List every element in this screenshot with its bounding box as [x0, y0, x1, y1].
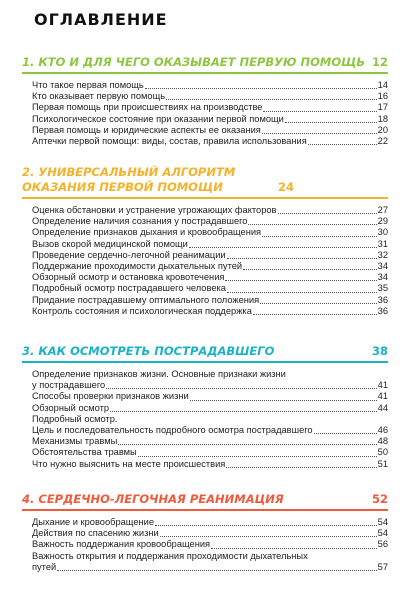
page-title: ОГЛАВЛЕНИЕ: [34, 10, 168, 29]
leader-dots: [160, 536, 377, 537]
entry-page: 41: [377, 380, 388, 391]
toc-entry[interactable]: [32, 272, 388, 283]
entry-label: Дыхание и кровообращение: [32, 517, 155, 527]
entry-page: 50: [377, 447, 388, 458]
entry-page: 18: [377, 113, 388, 124]
entry-page: 36: [377, 305, 388, 316]
toc-entry[interactable]: [32, 306, 388, 317]
entry-label: Определение признаков дыхания и кровообращения: [32, 227, 262, 238]
entry-label: Что такое первая помощь: [32, 80, 144, 90]
toc-entry[interactable]: [32, 227, 388, 238]
section-title: 1. КТО И ДЛЯ ЧЕГО ОКАЗЫВАЕТ ПЕРВУЮ ПОМОЩЬ: [22, 55, 366, 69]
toc-entry[interactable]: [32, 459, 388, 470]
section-page: 24: [278, 180, 295, 194]
entry-label: Действия по спасению жизни: [32, 528, 159, 539]
entry-label: Первая помощь и юридические аспекты ее оказания: [32, 124, 261, 135]
leader-dots: [262, 236, 377, 237]
entry-page: 44: [377, 402, 388, 413]
entry-label: Придание пострадавшему оптимального положения: [32, 294, 260, 305]
toc-section-4: [22, 492, 388, 573]
entry-page: 22: [377, 136, 388, 147]
leader-dots: [227, 258, 377, 259]
entry-label: Обзорный осмотр: [32, 402, 110, 413]
leader-dots: [138, 456, 377, 457]
toc-entry[interactable]: [32, 114, 388, 125]
toc-entry[interactable]: [32, 425, 388, 436]
entry-page: 34: [377, 261, 388, 272]
toc-entry[interactable]: [32, 562, 388, 573]
toc-entry[interactable]: [32, 295, 388, 306]
section-entries: [32, 517, 388, 573]
leader-dots: [118, 444, 376, 445]
entry-page: 36: [377, 294, 388, 305]
leader-dots: [145, 88, 377, 89]
toc-entry[interactable]: [32, 380, 388, 391]
entry-label: Контроль состояния и психологическая поддержка: [32, 305, 252, 316]
entry-page: 34: [377, 272, 388, 283]
entry-lead-line: Определение признаков жизни. Основные признаки жизни: [32, 369, 286, 379]
entry-label: Цель и последовательность подробного осмотра пострадавшего: [32, 425, 313, 436]
leader-dots: [260, 303, 377, 304]
toc-entry[interactable]: [32, 250, 388, 261]
entry-page: 51: [377, 458, 388, 469]
entry-label: Первая помощь при происшествиях на производстве: [32, 102, 263, 113]
section-rule: [22, 72, 388, 74]
toc-entry[interactable]: [32, 102, 388, 113]
entry-page: 29: [377, 216, 388, 227]
entry-label: Подробный осмотр пострадавшего человека: [32, 283, 226, 294]
leader-dots: [106, 388, 376, 389]
entry-label: Что нужно выяснить на месте происшествия: [32, 458, 226, 469]
entry-lead-line: Важность открытия и поддержания проходимости дыхательных: [32, 550, 308, 561]
section-entries: [32, 80, 388, 147]
toc-entry[interactable]: [32, 261, 388, 272]
leader-dots: [226, 467, 376, 468]
leader-dots: [189, 247, 377, 248]
toc-entry[interactable]: [32, 447, 388, 458]
entry-page: 32: [377, 249, 388, 260]
toc-section-3: [22, 344, 388, 470]
leader-dots: [190, 400, 377, 401]
entry-lead-line: Подробный осмотр.: [32, 413, 118, 424]
entry-page: 31: [377, 238, 388, 249]
entry-label: Проведение сердечно-легочной реанимации: [32, 249, 226, 260]
section-entries: [32, 205, 388, 317]
leader-dots: [253, 314, 377, 315]
entry-page: 30: [377, 227, 388, 238]
entry-label: Оценка обстановки и устранение угрожающих факторов: [32, 205, 277, 215]
leader-dots: [227, 292, 377, 293]
entry-label: Определение наличия сознания у пострадавшего: [32, 216, 248, 227]
entry-page: 54: [377, 528, 388, 539]
leader-dots: [308, 144, 377, 145]
section-heading[interactable]: [22, 55, 388, 70]
leader-dots: [211, 548, 377, 549]
entry-page: 20: [377, 124, 388, 135]
section-rule: [22, 509, 388, 511]
toc-entry[interactable]: [32, 539, 388, 550]
entry-page: 54: [377, 517, 388, 527]
toc-entry[interactable]: [32, 125, 388, 136]
entry-label: Важность поддержания кровообращения: [32, 539, 211, 550]
leader-dots: [110, 411, 377, 412]
section-page: 38: [371, 344, 388, 358]
toc-entry[interactable]: [32, 91, 388, 102]
leader-dots: [243, 269, 377, 270]
entry-page: 16: [377, 91, 388, 102]
section-page: 52: [371, 492, 388, 506]
leader-dots: [314, 433, 377, 434]
entry-label: Механизмы травмы: [32, 436, 118, 447]
entry-label: Психологическое состояние при оказании первой помощи: [32, 113, 284, 124]
entry-page: 57: [377, 561, 388, 572]
entry-page: 56: [377, 539, 388, 550]
toc-section-1: [22, 55, 388, 147]
toc-section-2: [22, 165, 388, 317]
toc-entry[interactable]: [32, 528, 388, 539]
entry-label: Вызов скорой медицинской помощи: [32, 238, 188, 249]
section-title: 3. КАК ОСМОТРЕТЬ ПОСТРАДАВШЕГО: [22, 344, 275, 358]
entry-label: Способы проверки признаков жизни: [32, 391, 189, 402]
leader-dots: [225, 280, 376, 281]
section-title: 2. УНИВЕРСАЛЬНЫЙ АЛГОРИТМ ОКАЗАНИЯ ПЕРВОЙ ПОМОЩИ: [22, 165, 236, 194]
section-rule: [22, 197, 388, 199]
toc-entry[interactable]: [32, 80, 388, 91]
entry-page: 14: [377, 80, 388, 90]
toc-entry[interactable]: [32, 205, 388, 216]
leader-dots: [57, 570, 376, 571]
section-heading[interactable]: [22, 492, 388, 507]
entry-label: у пострадавшего: [32, 380, 106, 391]
toc-entry[interactable]: [32, 517, 388, 528]
leader-dots: [285, 122, 377, 123]
leader-dots: [155, 525, 377, 526]
entry-label: Кто оказывает первую помощь: [32, 91, 166, 102]
section-heading[interactable]: [22, 344, 388, 359]
section-heading[interactable]: [22, 165, 388, 195]
section-entries: [32, 369, 388, 470]
section-title: 4. СЕРДЕЧНО-ЛЕГОЧНАЯ РЕАНИМАЦИЯ: [22, 492, 284, 506]
entry-page: 17: [377, 102, 388, 113]
leader-dots: [166, 99, 377, 100]
entry-label: Аптечки первой помощи: виды, состав, правила использования: [32, 136, 307, 147]
toc-entry[interactable]: [32, 216, 388, 227]
entry-label: Обзорный осмотр и остановка кровотечения: [32, 272, 225, 283]
entry-page: 48: [377, 436, 388, 447]
toc-entry[interactable]: [32, 391, 388, 402]
entry-page: 41: [377, 391, 388, 402]
leader-dots: [278, 213, 377, 214]
toc-entry[interactable]: [32, 436, 388, 447]
leader-dots: [262, 133, 377, 134]
entry-label: Поддержание проходимости дыхательных путей: [32, 261, 243, 272]
leader-dots: [248, 224, 376, 225]
toc-entry[interactable]: [32, 283, 388, 294]
entry-page: 27: [377, 205, 388, 215]
entry-label: путей: [32, 561, 57, 572]
entry-page: 46: [377, 425, 388, 436]
section-page: 12: [371, 55, 388, 69]
toc-entry[interactable]: [32, 239, 388, 250]
toc-entry[interactable]: [32, 403, 388, 414]
section-rule: [22, 361, 388, 363]
leader-dots: [263, 111, 376, 112]
entry-page: 35: [377, 283, 388, 294]
entry-label: Обстоятельства травмы: [32, 447, 137, 458]
toc-entry[interactable]: [32, 136, 388, 147]
